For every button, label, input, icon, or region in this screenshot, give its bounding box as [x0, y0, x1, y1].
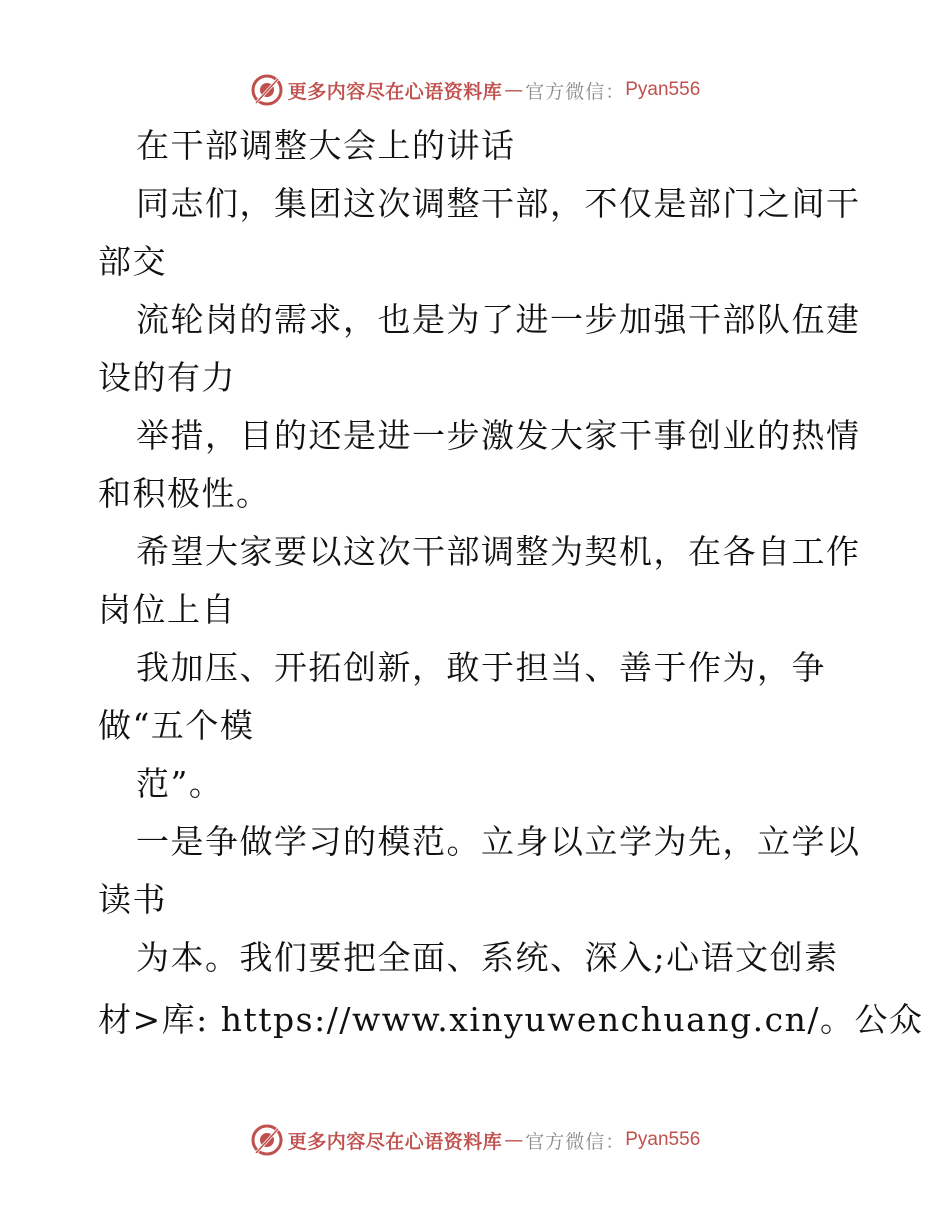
- text-line: 我加压、开拓创新，敢于担当、善于作为，争: [136, 648, 826, 687]
- quill-logo-icon: [250, 1123, 284, 1157]
- banner-brand-text: 更多内容尽在心语资料库: [287, 1130, 503, 1153]
- text-line: 设的有力: [98, 358, 236, 397]
- text-line: 材>库: https://www.xinyuwenchuang.cn/。公众: [98, 1000, 924, 1039]
- text-line: 和积极性。: [98, 474, 271, 513]
- text-line: 范”。: [136, 764, 224, 803]
- document-title: 在干部调整大会上的讲话: [136, 126, 516, 165]
- text-line: 举措，目的还是进一步激发大家干事创业的热情: [136, 416, 861, 455]
- banner-wechat-id: Pyan556: [625, 1129, 701, 1150]
- banner-brand-text: 更多内容尽在心语资料库: [287, 80, 503, 103]
- text-line: 为本。我们要把全面、系统、深入;心语文创素: [136, 938, 839, 977]
- text-line: 做“五个模: [98, 706, 255, 745]
- text-line: 部交: [98, 242, 167, 281]
- banner-wechat-label: 官方微信：: [525, 80, 626, 103]
- text-line: 希望大家要以这次干部调整为契机，在各自工作: [136, 532, 861, 571]
- text-line: 流轮岗的需求，也是为了进一步加强干部队伍建: [136, 300, 861, 339]
- text-line: 岗位上自: [98, 590, 236, 629]
- text-line: 同志们，集团这次调整干部，不仅是部门之间干: [136, 184, 861, 223]
- banner-wechat-label: 官方微信：: [525, 1130, 626, 1153]
- footer-watermark-banner: [0, 1120, 950, 1160]
- banner-wechat-id: Pyan556: [625, 79, 701, 100]
- text-line: 一是争做学习的模范。立身以立学为先，立学以: [136, 822, 861, 861]
- banner-dash: —: [504, 1129, 524, 1151]
- banner-dash: —: [504, 79, 524, 101]
- text-line: 读书: [98, 880, 167, 919]
